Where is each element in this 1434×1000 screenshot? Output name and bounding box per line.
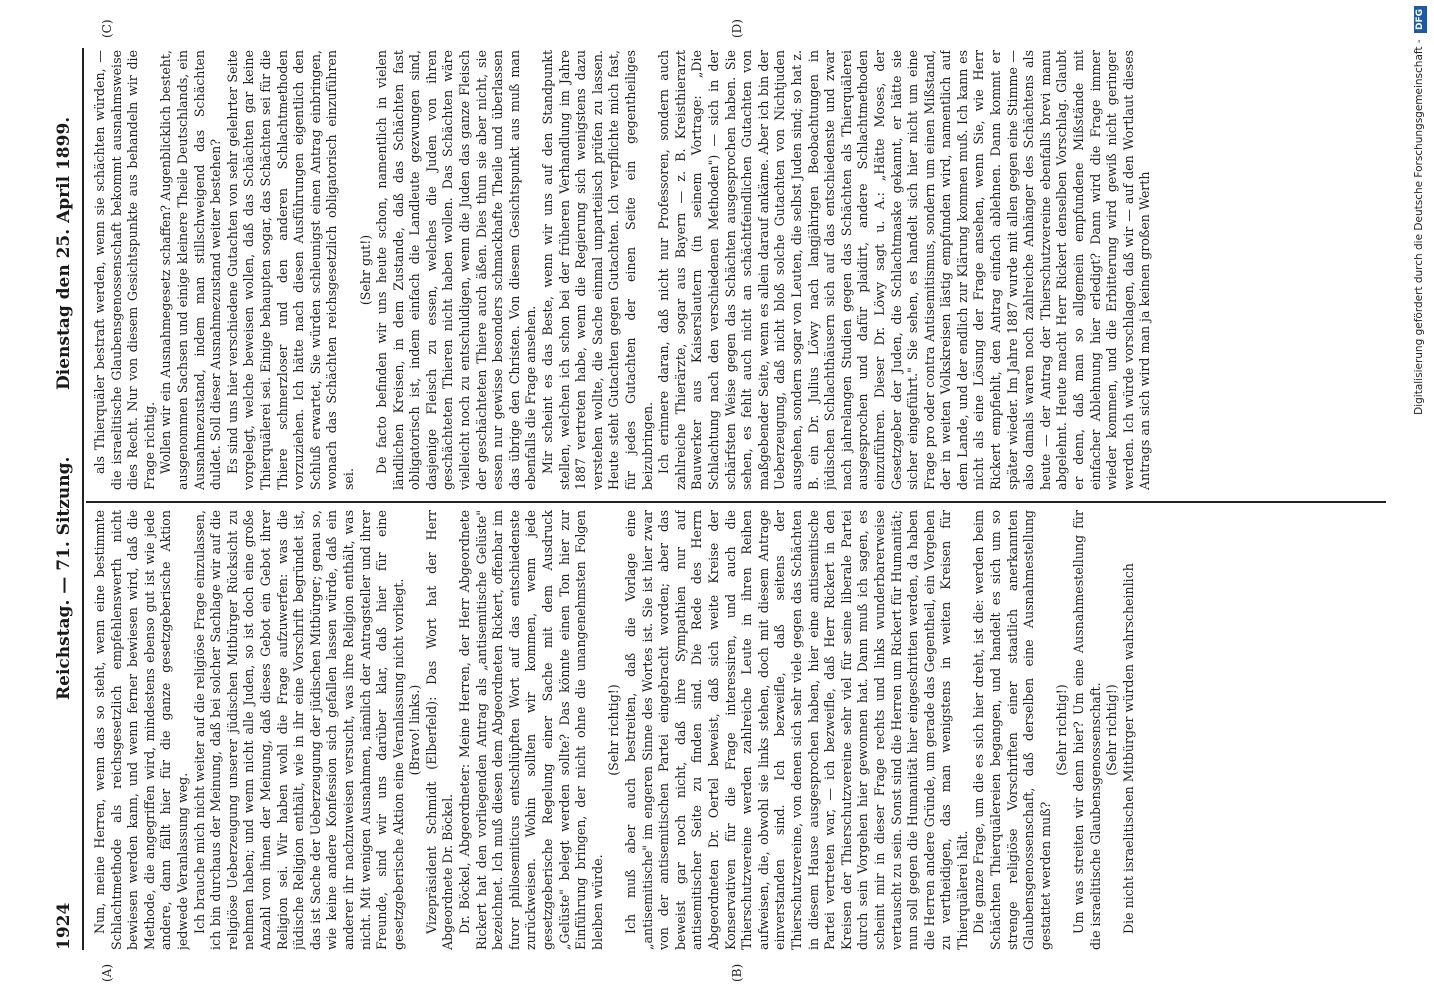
right-column-paragraph: Ich erinnere daran, daß nicht nur Professoren, sondern auch zahlreiche Thierärzte, sogar aus Bayern — z. B. Kreisthierarzt Bauwerker aus Kaiserslautern (in seinem Vortrage: „Die Schlachtung nach den verschiedenen Methoden") — sich in der schärfsten Weise gegen das Schächten ausgesprochen haben. Sie sehen, es fehlt auch nicht an schächtfeindlichen Gutachten von maßgebender Seite, wenn es allein darauf ankäme. Aber ich bin der Ueberzeugung, daß nicht bloß solche Gutachten von Nichtjuden ausgehen, sondern sogar von Leuten, die selbst Juden sind; so hat z. B. ein Dr. Julius Löwy nach langjährigen Beobachtungen in jüdischen Schlachthäusern sich auf das entschiedenste und zwar nach jahrelangen Studien gegen das Schächten als Thierquälerei ausgesprochen und dafür plaidirt, andere Schlachtmethoden einzuführen. Dieser Dr. Löwy sagt u. A.: „Hätte Moses, der Gesetzgeber der Juden, die Schlachtmaske gekannt, er hätte sie sicher eingeführt." Sie sehen, es handelt sich hier nicht um eine Frage pro oder contra Antisemitismus, sondern um einen Mißstand, der in weiten Volkskreisen lästig empfunden wird, namentlich auf dem Lande, und der endlich zur Klärung kommen muß. Ich kann es nicht als eine Lösung der Frage ansehen, wenn Sie, wie Herr Rickert empfiehlt, den Antrag einfach ablehnen. Dann kommt er später wieder. Im Jahre 1887 wurde mit allen gegen eine Stimme — also damals waren noch zahlreiche Anhänger des Schächtens als heute — der Antrag der Thierschutzvereine ebenfalls brevi manu abgelehnt. Heute macht Herr Rickert denselben Vorschlag. Glaubt er denn, daß man so allgemein empfundene Mißstände mit einfacher Ablehnung hier erledigt? Dann wird die Frage immer wieder kommen, und die Erbitterung wird gewiß nicht geringer werden. Ich würde vorschlagen, daß wir — auf den Wortlaut dieses Antrags an sich wird man ja keinen großen Werth [656,50,1153,490]
left-column-interjection: (Bravo! links.) [407,684,423,776]
left-column-paragraph: Nun, meine Herren, wenn das so steht, wenn eine bestimmte Schlachtmethode als reichsgesetzlich empfehlenswerth nicht bewiesen werden kann, und wenn ferner bewiesen wird, daß die Methode, die angegriffen wird, mindestens ebenso gut ist wie jede andere, dann fällt hier für die ganze gesetzgeberische Aktion jedwede Veranlassung weg. [92,510,190,950]
left-column-paragraph: Dr. Böckel, Abgeordneter: Meine Herren, der Herr Abgeordnete Rickert hat den vorliegenden Antrag als „antisemitische Gelüste" bezeichnet. Ich muß diesen dem Abgeordneten Rickert, offenbar im furor philosemiticus entschlüpften Wort auf das entschiedenste zurückweisen. Wohin sollten wir kommen, wenn jede gesetzgeberische Regelung einer Sache mit dem Ausdruck „Gelüste" belegt werden sollte? Das könnte einen Ton hier zur Einführung bringen, der nicht ohne die unangenehmsten Folgen bleiben würde. [457,510,605,950]
header-rule [82,48,84,950]
right-column-paragraph: Mir scheint es das Beste, wenn wir uns auf den Standpunkt stellen, welchen ich schon bei der früheren Verhandlung im Jahre 1887 vertreten habe, wenn die Regierung sich wenigstens dazu verstehen wollte, die Sache einmal unparteiisch prüfen zu lassen. Heute steht Gutachten gegen Gutachten. Ich verpflichte mich fast, für jedes Gutachten der einen Seite ein gegentheiliges beizubringen. [540,50,655,490]
margin-mark-b: (B) [730,963,744,982]
header-right-title: Dienstag den 25. April 1899. [54,116,74,390]
right-column-paragraph: Wollen wir ein Ausnahmegesetz schaffen? Augenblicklich besteht, ausgenommen Sachsen und einige kleinere Theile Deutschlands, ein Ausnahmezustand, indem man stillschweigend das Schächten duldet. Soll dieser Ausnahmezustand weiter bestehen? [158,50,224,490]
digitization-note-text: Digitalisierung gefördert durch die Deutsche Forschungsgemeinschaft - [1413,39,1425,415]
dfg-logo: DFG [1414,6,1427,33]
digitization-note [1405,0,1434,1000]
right-column-paragraph: De facto befinden wir uns heute schon, namentlich in vielen ländlichen Kreisen, in dem Zustande, daß das Schächten fast obligatorisch ist, indem einfach die Landleute gezwungen sind, dasjenige Fleisch zu essen, welches die Juden von ihren geschächteten Thieren nicht haben wollen. Das Schächten wäre vielleicht noch zu entschuldigen, wenn die Juden das ganze Fleisch der geschächteten Thiere auch äßen. Dies thun sie aber nicht, sie essen nur gewisse besonders schmackhafte Theile und überlassen das übrige den Christen. Von diesem Gesichtspunkt aus muß man ebenfalls die Frage ansehen. [374,50,539,490]
left-column-paragraph: Die ganze Frage, um die es sich hier dreht, ist die: werden beim Schächten Thierquälereien begangen, und handelt es sich um so strenge religiöse Vorschriften einer staatlich anerkannten Glaubensgenossenschaft, daß derselben eine Ausnahmestellung gestattet werden muß? [971,510,1053,950]
column-divider [86,501,1386,503]
right-column-paragraph: als Thierquäler bestraft werden, wenn sie schächten würden, — die israelitische Glaubensgenossenschaft bekommt ausnahmsweise dies Recht. Nur von diesem Gesichtspunkte aus behandeln wir die Frage richtig. [92,50,157,490]
right-column-paragraph: Es sind uns hier verschiedene Gutachten von sehr gelehrter Seite vorgelegt, welche beweisen wollen, daß das Schächten gar keine Thierquälerei sei. Einige behaupten sogar, das Schächten sei für die Thiere schmerzloser und den anderen Schlachtmethoden vorzuziehen. Ich hätte nach diesen Ausführungen eigentlich den Schluß erwartet, Sie würden schleunigst einen Antrag einbringen, wonach das Schächten reichsgesetzlich obligatorisch einzuführen sei. [224,50,356,490]
page-number: 1924 [54,902,74,950]
left-column-paragraph: Ich muß aber auch bestreiten, daß die Vorlage eine „antisemitische" im engeren Sinne des Wortes ist. Sie ist hier zwar von der antisemitischen Partei eingebracht worden; aber das beweist gar noch nicht, daß ihre Sympathien nur auf antisemitischer Seite zu finden sind. Die Rede des Herrn Abgeordneten Dr. Oertel beweist, daß sich weite Kreise der Konservativen für die Frage interessiren, und auch die Thierschutzvereine werden zahlreiche Leute in ihren Reihen aufweisen, die, obwohl sie links stehen, doch mit diesem Antrage einverstanden sind. Ich bezweifle, daß seitens der Thierschutzvereine, von denen sich sehr viele gegen das Schächten in diesem Hause ausgesprochen haben, hier eine antisemitische Partei vertreten war, — ich bezweifle, daß Herr Rickert in den Kreisen der Thierschutzvereine sehr viel für seine liberale Partei durch sein Vorgehen hier gewonnen hat. Dann muß ich sagen, es scheint mir in dieser Frage rechts und links wunderbarerweise vertauscht zu sein. Sonst sind die Herren um Rickert für Humanität; nun soll gegen die Humanität hier eingeschritten werden, da haben die Herren andere Gründe, um gerade das Gegentheil, ein Vorgehen zu vertheidigen, das man wenigstens in weiten Kreisen für Thierquälerei hält. [623,510,970,950]
left-column-interjection: (Sehr richtig!) [1104,684,1120,776]
header-left-title: Reichstag. — 71. Sitzung. [54,456,74,700]
margin-mark-a: (A) [100,963,114,982]
left-column-paragraph: Ich brauche mich nicht weiter auf die religiöse Frage einzulassen, ich bin durchaus der Meinung, daß bei solcher Sachlage wir auf die religiöse Ueberzeugung unserer jüdischen Mitbürger Rücksicht zu nehmen haben; und wenn nicht alle Juden, so ist doch eine große Anzahl von ihnen der Meinung, daß dieses Gebot ein Gebot ihrer Religion sei. Wir haben wohl die Frage aufzuwerfen: was die jüdische Religion enthält, wie in ihr eine Vorschrift begründet ist, das ist Sache der Ueberzeugung der jüdischen Mitbürger; genau so, wie keine andere Konfession sich gefallen lassen würde, daß ein anderer ihr nachzuweisen versucht, was ihre Religion enthält, was nicht. Mit wenigen Ausnahmen, nämlich der Antragsteller und ihrer Freunde, sind wir uns darüber klar, daß hier für eine gesetzgeberische Aktion eine Veranlassung nicht vorliegt. [191,510,406,950]
left-column-paragraph: Um was streiten wir denn hier? Um eine Ausnahmestellung für die israelitische Glaubensgenossenschaft. [1071,510,1103,950]
left-column-paragraph: Die nicht israelitischen Mitbürger würden wahrscheinlich [1120,563,1136,934]
left-column [92,510,1392,950]
margin-mark-d: (D) [730,19,744,38]
margin-mark-c: (C) [100,19,114,38]
right-column-interjection: (Sehr gut!) [357,234,373,306]
left-column-interjection: (Sehr richtig!) [606,684,622,776]
left-column-interjection: (Sehr richtig!) [1054,684,1070,776]
left-column-paragraph: Vizepräsident Schmidt (Elberfeld): Das Wort hat der Herr Abgeordnete Dr. Böckel. [423,510,456,950]
running-header [54,48,78,950]
right-column [92,50,1392,490]
